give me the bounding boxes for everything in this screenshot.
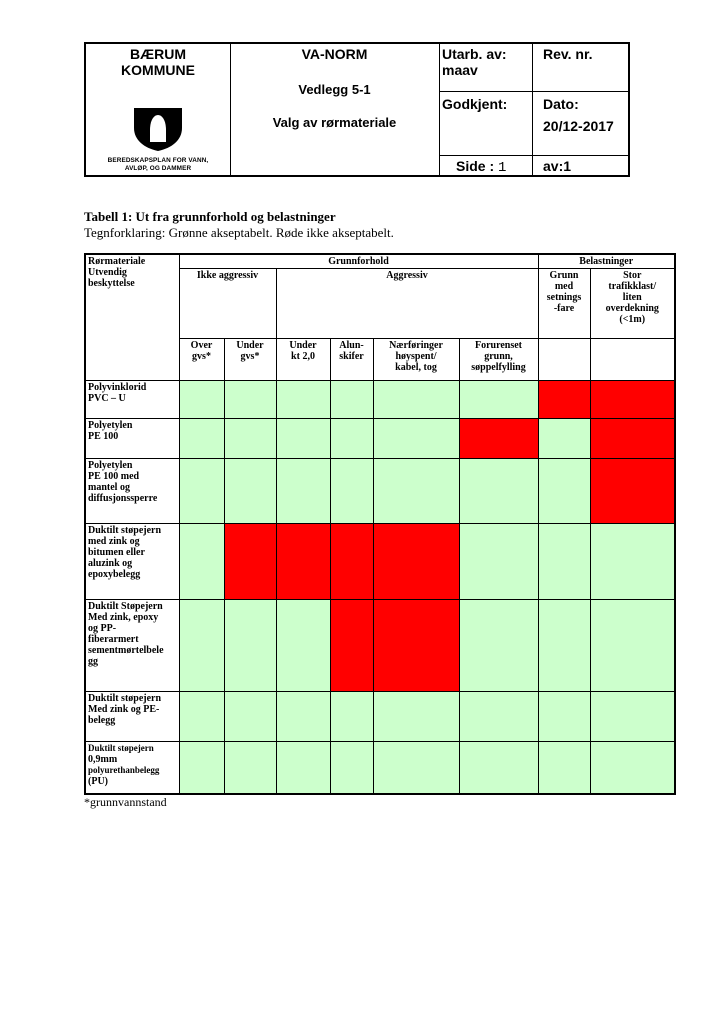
- corner-header: Rørmateriale Utvendig beskyttelse: [85, 254, 179, 381]
- date-value: 20/12-2017: [543, 118, 614, 134]
- org-name-line: BÆRUM: [130, 46, 186, 62]
- col-header-under-gvs: Under gvs*: [224, 339, 276, 381]
- material-label: Duktilt støpejern 0,9mm polyurethanbelegg (PU): [85, 742, 179, 794]
- table-row: [85, 692, 675, 742]
- col-header-forurenset: Forurenset grunn, søppelfylling: [459, 339, 538, 381]
- document-header: [84, 42, 630, 177]
- acceptable-cell: [179, 381, 224, 419]
- organization-name: [86, 46, 230, 78]
- subheader-aggressiv: Aggressiv: [276, 269, 538, 339]
- table-row: [85, 419, 675, 459]
- col-header-over-gvs: Over gvs*: [179, 339, 224, 381]
- acceptable-cell: [538, 419, 590, 459]
- not-acceptable-cell: [538, 381, 590, 419]
- acceptable-cell: [590, 742, 675, 794]
- prepared-by: Utarb. av: maav: [442, 46, 507, 78]
- material-label: Polyetylen PE 100: [85, 419, 179, 459]
- acceptable-cell: [373, 692, 459, 742]
- col-header-empty: [590, 339, 675, 381]
- acceptable-cell: [459, 742, 538, 794]
- acceptable-cell: [330, 381, 373, 419]
- acceptable-cell: [276, 600, 330, 692]
- acceptable-cell: [224, 600, 276, 692]
- subheader-grunn-setningsfare: Grunn med setnings -fare: [538, 269, 590, 339]
- not-acceptable-cell: [590, 459, 675, 524]
- group-header-grunnforhold: Grunnforhold: [179, 254, 538, 269]
- page-number: Side : 1: [456, 158, 507, 176]
- acceptable-cell: [224, 419, 276, 459]
- acceptable-cell: [179, 692, 224, 742]
- acceptable-cell: [373, 742, 459, 794]
- acceptable-cell: [330, 419, 373, 459]
- org-name-line: KOMMUNE: [121, 62, 195, 78]
- table-row: [85, 600, 675, 692]
- appendix-label: Vedlegg 5-1: [298, 82, 371, 97]
- page-number-value: 1: [498, 160, 507, 176]
- acceptable-cell: [276, 381, 330, 419]
- not-acceptable-cell: [373, 524, 459, 600]
- date-block: Dato: 20/12-2017: [543, 96, 614, 134]
- org-subtitle: BEREDSKAPSPLAN FOR VANN, AVLØP, OG DAMMER: [107, 157, 209, 172]
- acceptable-cell: [179, 742, 224, 794]
- acceptable-cell: [330, 742, 373, 794]
- not-acceptable-cell: [330, 600, 373, 692]
- not-acceptable-cell: [276, 524, 330, 600]
- acceptable-cell: [459, 692, 538, 742]
- footnote: *grunnvannstand: [84, 795, 167, 809]
- acceptable-cell: [179, 600, 224, 692]
- acceptable-cell: [538, 742, 590, 794]
- pipe-material-table: [84, 253, 676, 795]
- page-count: av:1: [543, 158, 572, 174]
- table-row: [85, 459, 675, 524]
- not-acceptable-cell: [590, 381, 675, 419]
- not-acceptable-cell: [224, 524, 276, 600]
- acceptable-cell: [276, 459, 330, 524]
- acceptable-cell: [538, 524, 590, 600]
- not-acceptable-cell: [459, 419, 538, 459]
- acceptable-cell: [330, 692, 373, 742]
- subheader-ikke-aggressiv: Ikke aggressiv: [179, 269, 276, 339]
- acceptable-cell: [224, 459, 276, 524]
- acceptable-cell: [459, 381, 538, 419]
- col-header-under-kt: Under kt 2,0: [276, 339, 330, 381]
- acceptable-cell: [373, 381, 459, 419]
- subheader-stor-trafikklast: Stor trafikklast/ liten overdekning (<1m): [590, 269, 675, 339]
- table-legend: Tegnforklaring: Grønne akseptabelt. Røde ikke akseptabelt.: [84, 225, 394, 240]
- document-title-block: [230, 46, 439, 130]
- approved-by: Godkjent:: [442, 96, 508, 112]
- table-row: [85, 381, 675, 419]
- acceptable-cell: [590, 692, 675, 742]
- document-subject: Valg av rørmateriale: [272, 115, 397, 130]
- table-header-row: [85, 254, 675, 269]
- not-acceptable-cell: [373, 600, 459, 692]
- acceptable-cell: [179, 419, 224, 459]
- acceptable-cell: [179, 459, 224, 524]
- group-header-belastninger: Belastninger: [538, 254, 675, 269]
- material-label: Duktilt støpejern med zink og bitumen eller aluzink og epoxybelegg: [85, 524, 179, 600]
- acceptable-cell: [538, 459, 590, 524]
- acceptable-cell: [224, 742, 276, 794]
- table-row: [85, 524, 675, 600]
- material-label: Polyetylen PE 100 med mantel og diffusjonssperre: [85, 459, 179, 524]
- acceptable-cell: [373, 459, 459, 524]
- divider: [439, 91, 628, 92]
- acceptable-cell: [373, 419, 459, 459]
- acceptable-cell: [538, 692, 590, 742]
- acceptable-cell: [459, 459, 538, 524]
- acceptable-cell: [538, 600, 590, 692]
- table-row: [85, 742, 675, 794]
- col-header-naerforinger: Nærføringer høyspent/ kabel, tog: [373, 339, 459, 381]
- col-header-alunskifer: Alun- skifer: [330, 339, 373, 381]
- not-acceptable-cell: [590, 419, 675, 459]
- acceptable-cell: [224, 692, 276, 742]
- table-caption: Tabell 1: Ut fra grunnforhold og belastninger: [84, 209, 336, 224]
- material-label: Duktilt Støpejern Med zink, epoxy og PP- fiberarmert sementmørtelbele gg: [85, 600, 179, 692]
- acceptable-cell: [276, 742, 330, 794]
- acceptable-cell: [330, 459, 373, 524]
- acceptable-cell: [590, 524, 675, 600]
- prepared-by-value: maav: [442, 62, 478, 78]
- col-header-empty: [538, 339, 590, 381]
- acceptable-cell: [459, 524, 538, 600]
- acceptable-cell: [179, 524, 224, 600]
- acceptable-cell: [459, 600, 538, 692]
- acceptable-cell: [276, 419, 330, 459]
- acceptable-cell: [590, 600, 675, 692]
- not-acceptable-cell: [330, 524, 373, 600]
- acceptable-cell: [224, 381, 276, 419]
- document-title: VA-NORM: [301, 46, 368, 62]
- acceptable-cell: [276, 692, 330, 742]
- revision-number: Rev. nr.: [543, 46, 593, 62]
- divider: [439, 155, 628, 156]
- material-label: Polyvinklorid PVC – U: [85, 381, 179, 419]
- material-label: Duktilt støpejern Med zink og PE- belegg: [85, 692, 179, 742]
- municipality-shield-icon: [132, 106, 184, 152]
